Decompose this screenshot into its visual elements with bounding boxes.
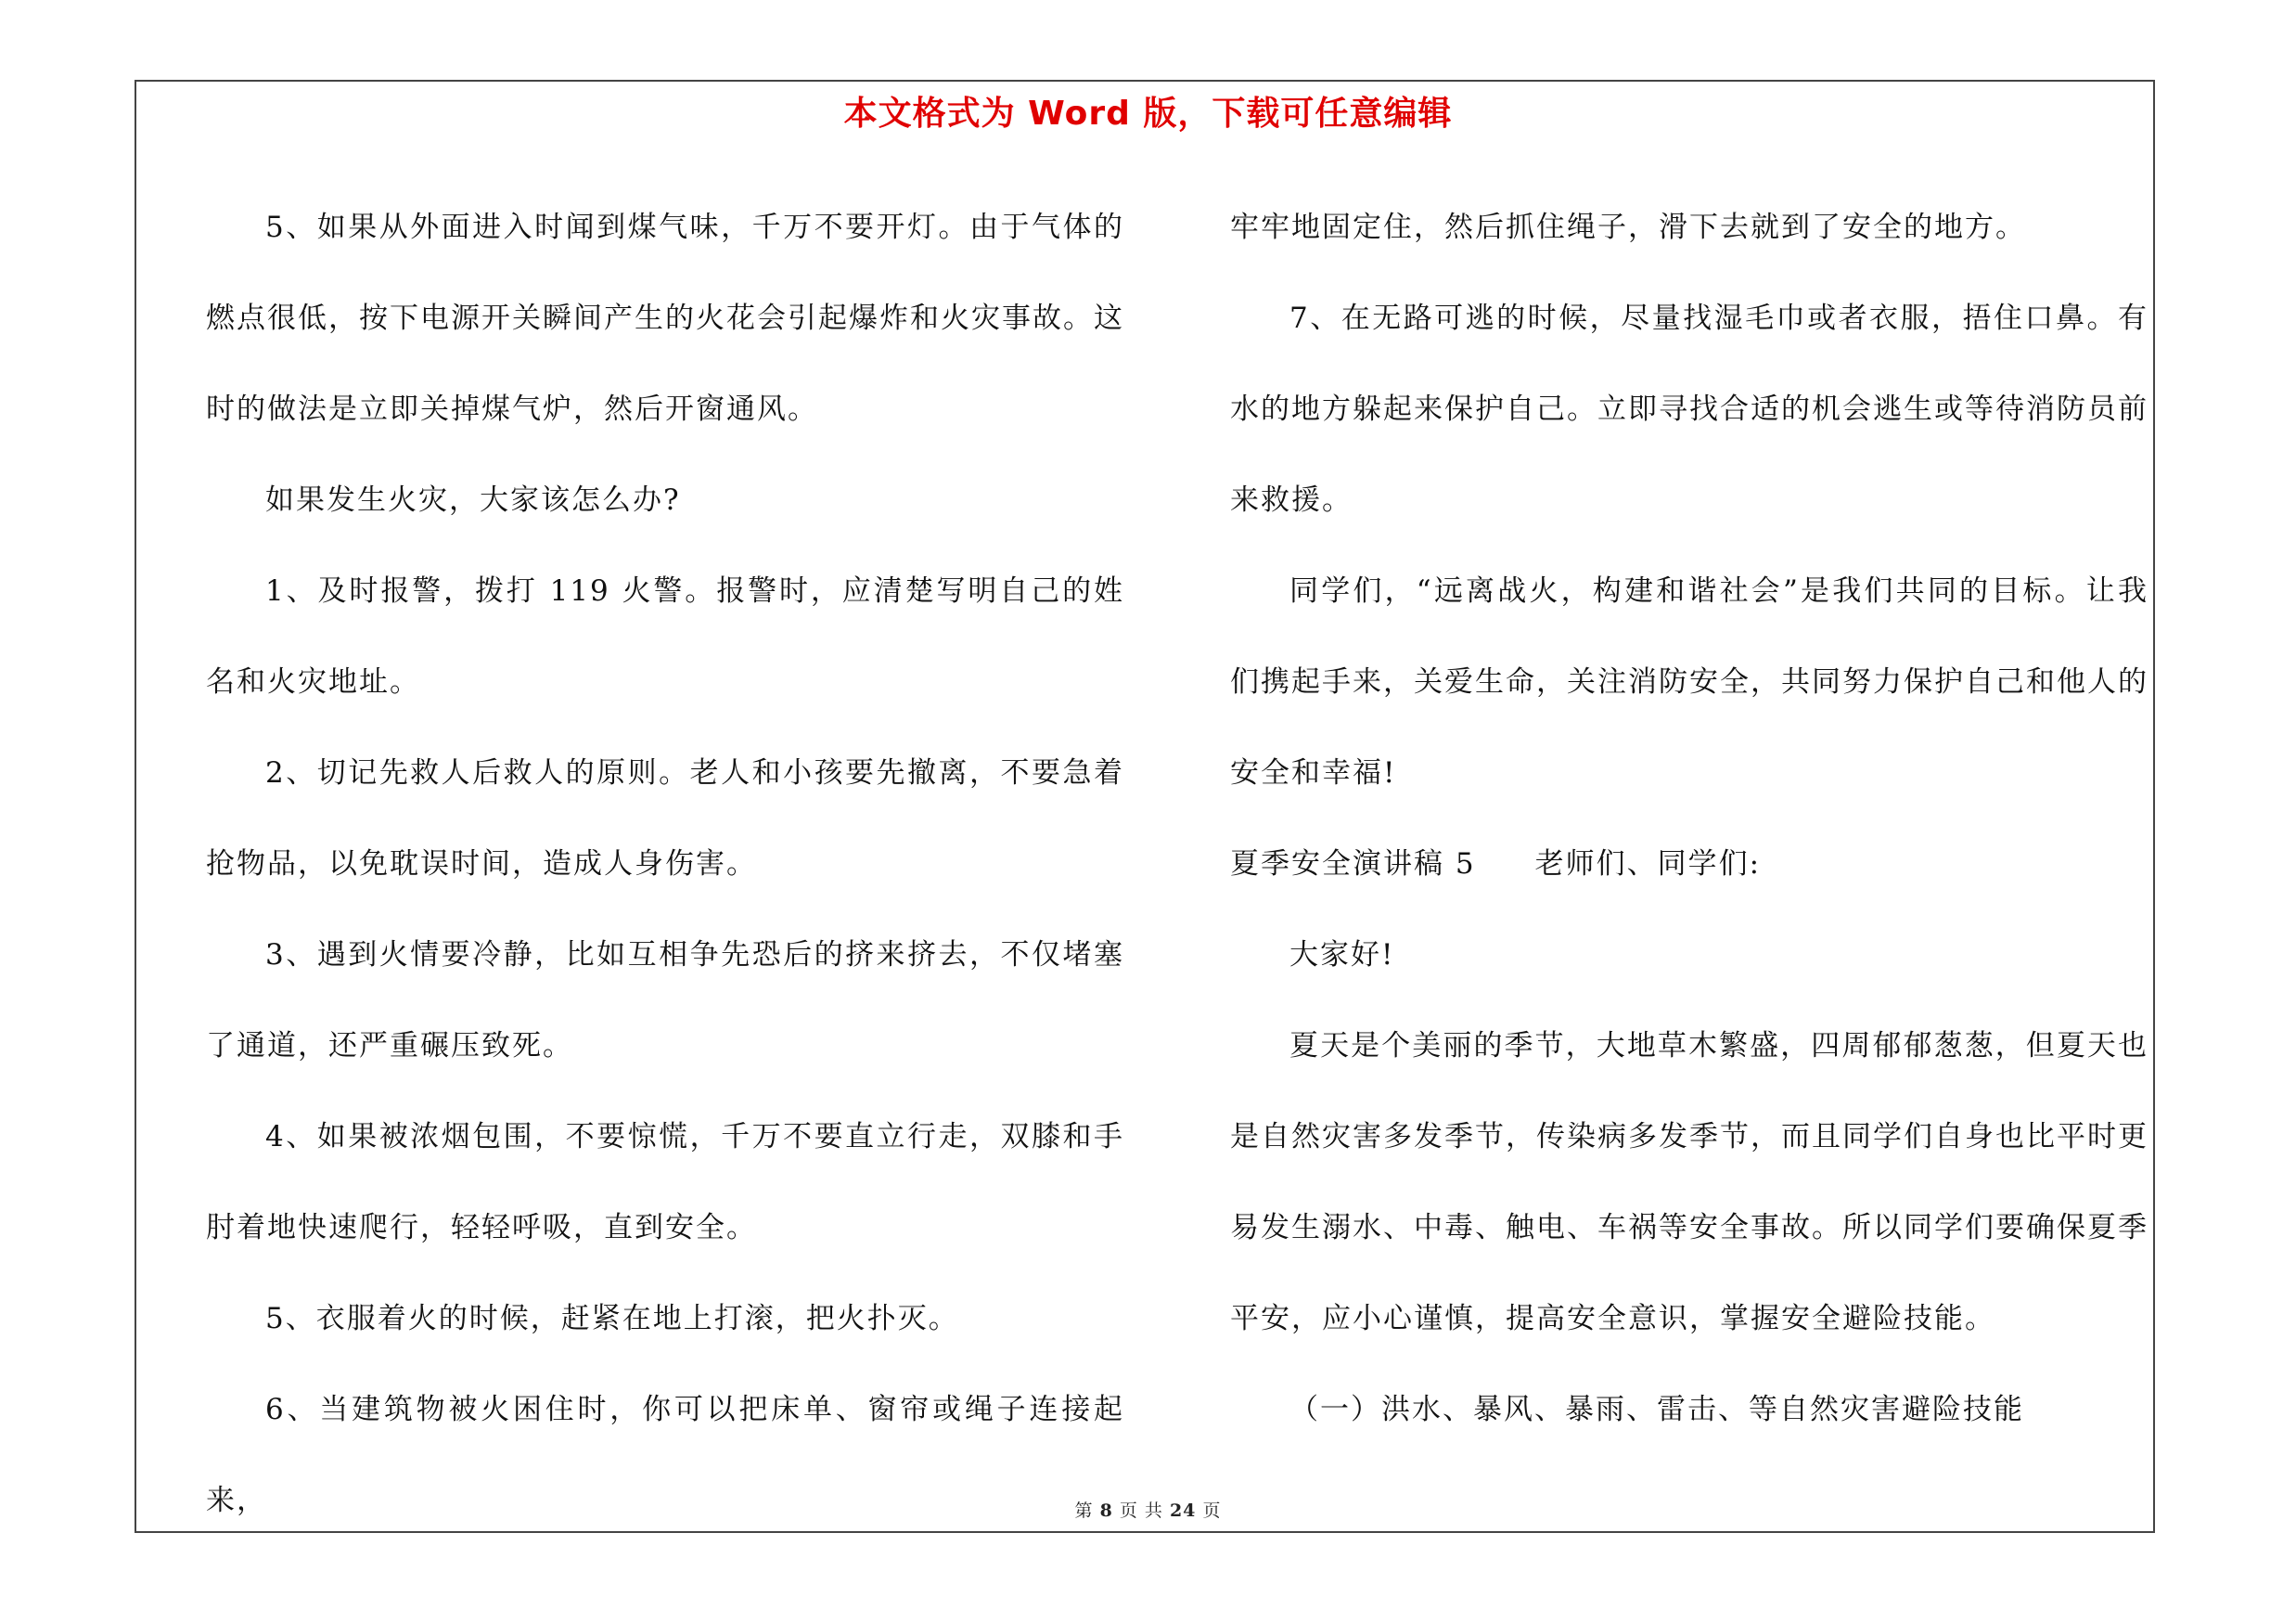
footer-prefix: 第 — [1074, 1501, 1094, 1521]
section-title: 夏季安全演讲稿 5 — [1230, 847, 1476, 881]
salutation: 老师们、同学们: — [1534, 847, 1762, 881]
paragraph-continuation: 牢牢地固定住，然后抓住绳子，滑下去就到了安全的地方。 — [1230, 211, 2026, 244]
subheading: （一）洪水、暴风、暴雨、雷击、等自然灾害避险技能 — [1289, 1393, 2024, 1426]
footer-suffix: 页 — [1202, 1501, 1222, 1521]
section-heading — [1230, 818, 2148, 909]
paragraph: 如果发生火灾，大家该怎么办? — [265, 483, 681, 517]
page-footer — [0, 1497, 2296, 1522]
paragraph: 同学们，“远离战火，构建和谐社会”是我们共同的目标。让我们携起手来，关爱生命，关注消防安全，共同努力保护自己和他人的安全和幸福! — [1230, 574, 2148, 790]
page-number: 8 — [1099, 1501, 1113, 1521]
paragraph: 4、如果被浓烟包围，不要惊慌，千万不要直立行走，双膝和手肘着地快速爬行，轻轻呼吸，直到安全。 — [206, 1120, 1124, 1244]
paragraph: 6、当建筑物被火困住时，你可以把床单、窗帘或绳子连接起来， — [206, 1393, 1124, 1517]
footer-mid: 页 共 — [1119, 1501, 1163, 1521]
greeting: 大家好! — [1289, 938, 1395, 972]
paragraph: 5、如果从外面进入时闻到煤气味，千万不要开灯。由于气体的燃点很低，按下电源开关瞬间产生的火花会引起爆炸和火灾事故。这时的做法是立即关掉煤气炉，然后开窗通风。 — [206, 211, 1124, 426]
paragraph: 1、及时报警，拨打 119 火警。报警时，应清楚写明自己的姓名和火灾地址。 — [206, 574, 1124, 699]
left-column — [206, 182, 1124, 1546]
page-total: 24 — [1169, 1501, 1197, 1521]
paragraph: 5、衣服着火的时候，赶紧在地上打滚，把火扑灭。 — [265, 1302, 959, 1335]
format-banner: 本文格式为 Word 版，下载可任意编辑 — [843, 95, 1453, 133]
paragraph: 2、切记先救人后救人的原则。老人和小孩要先撤离，不要急着抢物品，以免耽误时间，造成人身伤害。 — [206, 756, 1124, 881]
paragraph: 3、遇到火情要冷静，比如互相争先恐后的挤来挤去，不仅堵塞了通道，还严重碾压致死。 — [206, 938, 1124, 1063]
paragraph: 7、在无路可逃的时候，尽量找湿毛巾或者衣服，捂住口鼻。有水的地方躲起来保护自己。立即寻找合适的机会逃生或等待消防员前来救援。 — [1230, 302, 2148, 517]
right-column — [1230, 182, 2148, 1455]
paragraph: 夏天是个美丽的季节，大地草木繁盛，四周郁郁葱葱，但夏天也是自然灾害多发季节，传染病多发季节，而且同学们自身也比平时更易发生溺水、中毒、触电、车祸等安全事故。所以同学们要确保夏季平安，应小心谨慎，提高安全意识，掌握安全避险技能。 — [1230, 1029, 2148, 1335]
